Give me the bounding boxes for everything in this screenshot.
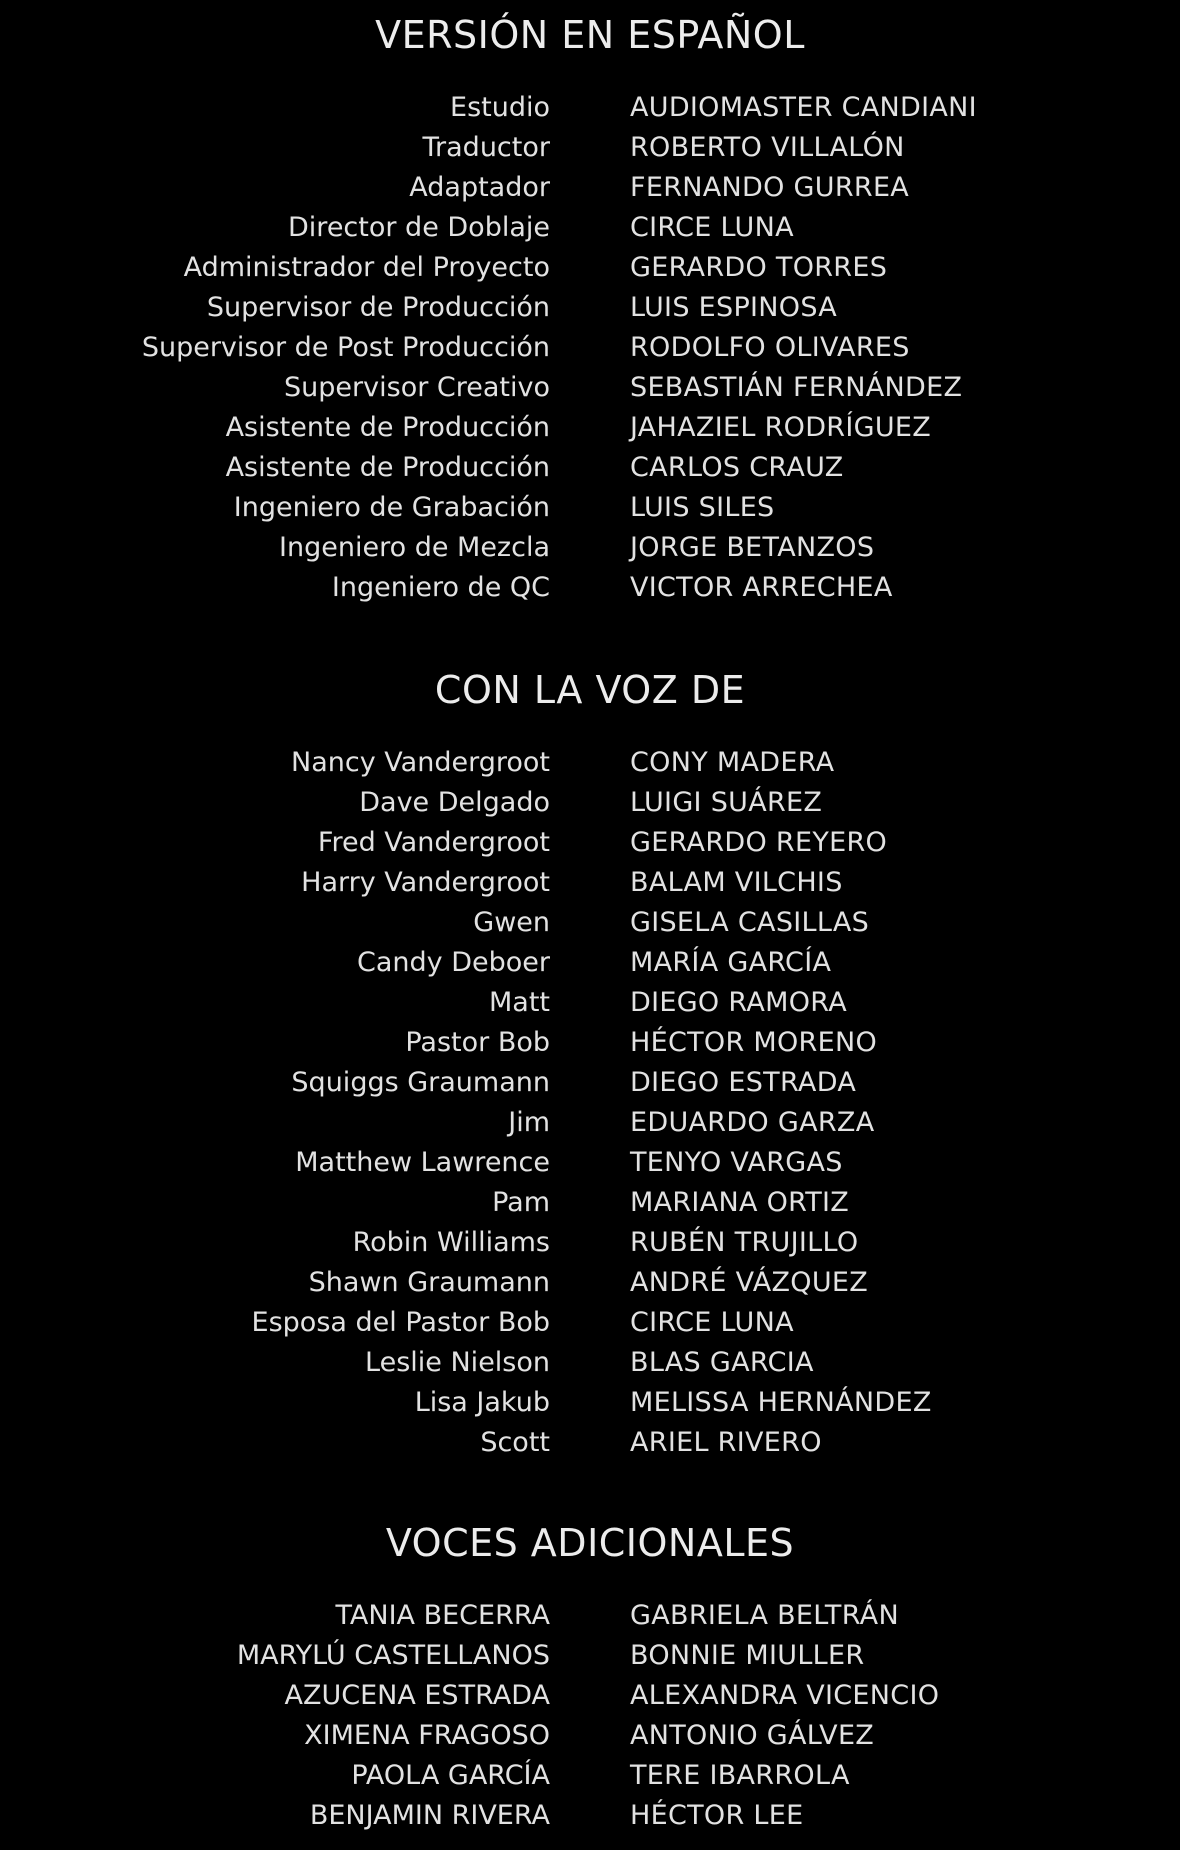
credit-name: GERARDO TORRES xyxy=(630,252,888,283)
credit-row xyxy=(0,943,1180,983)
credit-role: Traductor xyxy=(422,132,550,163)
credit-row xyxy=(0,1223,1180,1263)
credit-row xyxy=(0,1063,1180,1103)
credit-row xyxy=(0,488,1180,528)
credit-name: EDUARDO GARZA xyxy=(630,1107,875,1138)
credit-role: Dave Delgado xyxy=(359,787,550,818)
credit-role: Leslie Nielson xyxy=(365,1347,550,1378)
credit-name: ANDRÉ VÁZQUEZ xyxy=(630,1267,869,1298)
credit-role: Candy Deboer xyxy=(357,947,550,978)
credit-role: Fred Vandergroot xyxy=(317,827,550,858)
credit-name: MARIANA ORTIZ xyxy=(630,1187,850,1218)
credit-role: Shawn Graumann xyxy=(308,1267,550,1298)
credit-name: CONY MADERA xyxy=(630,747,835,778)
credit-row xyxy=(0,1263,1180,1303)
credit-role: Ingeniero de QC xyxy=(331,572,550,603)
credit-row xyxy=(0,1343,1180,1383)
credit-row xyxy=(0,1303,1180,1343)
credit-name: SEBASTIÁN FERNÁNDEZ xyxy=(630,372,963,403)
credit-role: Jim xyxy=(508,1107,550,1138)
credit-name: HÉCTOR LEE xyxy=(630,1800,804,1831)
credit-row xyxy=(0,983,1180,1023)
credit-row xyxy=(0,1183,1180,1223)
credit-name: CIRCE LUNA xyxy=(630,212,794,243)
credit-name: AUDIOMASTER CANDIANI xyxy=(630,92,977,123)
credit-row xyxy=(0,1716,1180,1756)
credit-role: Lisa Jakub xyxy=(414,1387,550,1418)
credit-role: Matt xyxy=(488,987,550,1018)
credit-role: XIMENA FRAGOSO xyxy=(304,1720,550,1751)
credit-row xyxy=(0,128,1180,168)
credit-name: MELISSA HERNÁNDEZ xyxy=(630,1387,932,1418)
credit-name: GABRIELA BELTRÁN xyxy=(630,1600,899,1631)
credit-role: Supervisor de Post Producción xyxy=(141,332,550,363)
credit-name: LUIS ESPINOSA xyxy=(630,292,838,323)
credit-role: Supervisor de Producción xyxy=(206,292,550,323)
credit-row xyxy=(0,863,1180,903)
credit-row xyxy=(0,783,1180,823)
section-title-version-en-espanol: VERSIÓN EN ESPAÑOL xyxy=(375,13,805,57)
credit-name: HÉCTOR MORENO xyxy=(630,1027,878,1058)
credit-name: JAHAZIEL RODRÍGUEZ xyxy=(630,412,932,443)
credit-name: ALEXANDRA VICENCIO xyxy=(630,1680,940,1711)
credit-role: Harry Vandergroot xyxy=(301,867,550,898)
credit-role: Director de Doblaje xyxy=(288,212,550,243)
credit-name: MARÍA GARCÍA xyxy=(630,947,832,978)
credit-row xyxy=(0,168,1180,208)
credit-role: Asistente de Producción xyxy=(225,412,550,443)
credit-name: LUIS SILES xyxy=(630,492,775,523)
credit-name: BLAS GARCIA xyxy=(630,1347,814,1378)
credit-role: BENJAMIN RIVERA xyxy=(309,1800,550,1831)
credit-role: Pastor Bob xyxy=(405,1027,550,1058)
credit-row xyxy=(0,248,1180,288)
credit-name: GERARDO REYERO xyxy=(630,827,888,858)
credit-role: Estudio xyxy=(450,92,550,123)
credit-role: MARYLÚ CASTELLANOS xyxy=(236,1640,550,1671)
credit-role: Squiggs Graumann xyxy=(291,1067,550,1098)
credit-row xyxy=(0,568,1180,608)
credit-name: ROBERTO VILLALÓN xyxy=(630,132,905,163)
credit-row xyxy=(0,1023,1180,1063)
credit-role: Ingeniero de Mezcla xyxy=(279,532,550,563)
credit-name: BALAM VILCHIS xyxy=(630,867,843,898)
credit-role: Ingeniero de Grabación xyxy=(233,492,550,523)
credit-row xyxy=(0,88,1180,128)
credits-list-voces-adicionales xyxy=(0,1596,1180,1836)
credit-name: RUBÉN TRUJILLO xyxy=(630,1227,859,1258)
credit-name: LUIGI SUÁREZ xyxy=(630,787,823,818)
credit-role: AZUCENA ESTRADA xyxy=(284,1680,550,1711)
credit-row xyxy=(0,1383,1180,1423)
credit-role: Supervisor Creativo xyxy=(284,372,550,403)
credit-row xyxy=(0,1596,1180,1636)
credits-list-con-la-voz-de xyxy=(0,743,1180,1463)
credit-row xyxy=(0,288,1180,328)
credit-name: ANTONIO GÁLVEZ xyxy=(630,1720,875,1751)
credit-row xyxy=(0,903,1180,943)
credit-name: DIEGO ESTRADA xyxy=(630,1067,857,1098)
credit-row xyxy=(0,448,1180,488)
credit-row xyxy=(0,1423,1180,1463)
credit-row xyxy=(0,743,1180,783)
credit-row xyxy=(0,1756,1180,1796)
credit-role: Nancy Vandergroot xyxy=(291,747,550,778)
credit-role: Gwen xyxy=(473,907,550,938)
credit-row xyxy=(0,368,1180,408)
credit-role: Matthew Lawrence xyxy=(295,1147,550,1178)
credit-row xyxy=(0,408,1180,448)
credit-role: Adaptador xyxy=(409,172,550,203)
credit-name: TERE IBARROLA xyxy=(630,1760,850,1791)
credit-name: VICTOR ARRECHEA xyxy=(630,572,893,603)
credit-row xyxy=(0,528,1180,568)
credit-name: DIEGO RAMORA xyxy=(630,987,847,1018)
credit-row xyxy=(0,823,1180,863)
credit-name: JORGE BETANZOS xyxy=(630,532,875,563)
credit-row xyxy=(0,328,1180,368)
credit-row xyxy=(0,1103,1180,1143)
credit-name: GISELA CASILLAS xyxy=(630,907,870,938)
credit-role: PAOLA GARCÍA xyxy=(351,1760,550,1791)
credit-role: Esposa del Pastor Bob xyxy=(251,1307,550,1338)
credit-name: ARIEL RIVERO xyxy=(630,1427,822,1458)
credit-role: Robin Williams xyxy=(352,1227,550,1258)
credit-name: CIRCE LUNA xyxy=(630,1307,794,1338)
credit-role: Scott xyxy=(480,1427,550,1458)
credit-name: TENYO VARGAS xyxy=(630,1147,843,1178)
credit-row xyxy=(0,208,1180,248)
credit-role: Pam xyxy=(492,1187,550,1218)
credit-role: Asistente de Producción xyxy=(225,452,550,483)
credit-role: TANIA BECERRA xyxy=(335,1600,550,1631)
credit-row xyxy=(0,1796,1180,1836)
credit-name: FERNANDO GURREA xyxy=(630,172,910,203)
credit-row xyxy=(0,1636,1180,1676)
credit-name: CARLOS CRAUZ xyxy=(630,452,844,483)
credit-name: RODOLFO OLIVARES xyxy=(630,332,910,363)
credit-role: Administrador del Proyecto xyxy=(183,252,550,283)
credits-list-version-en-espanol xyxy=(0,88,1180,608)
section-title-voces-adicionales: VOCES ADICIONALES xyxy=(385,1521,795,1565)
section-title-con-la-voz-de: CON LA VOZ DE xyxy=(434,668,746,712)
credit-row xyxy=(0,1143,1180,1183)
credit-name: BONNIE MIULLER xyxy=(630,1640,865,1671)
credit-row xyxy=(0,1676,1180,1716)
